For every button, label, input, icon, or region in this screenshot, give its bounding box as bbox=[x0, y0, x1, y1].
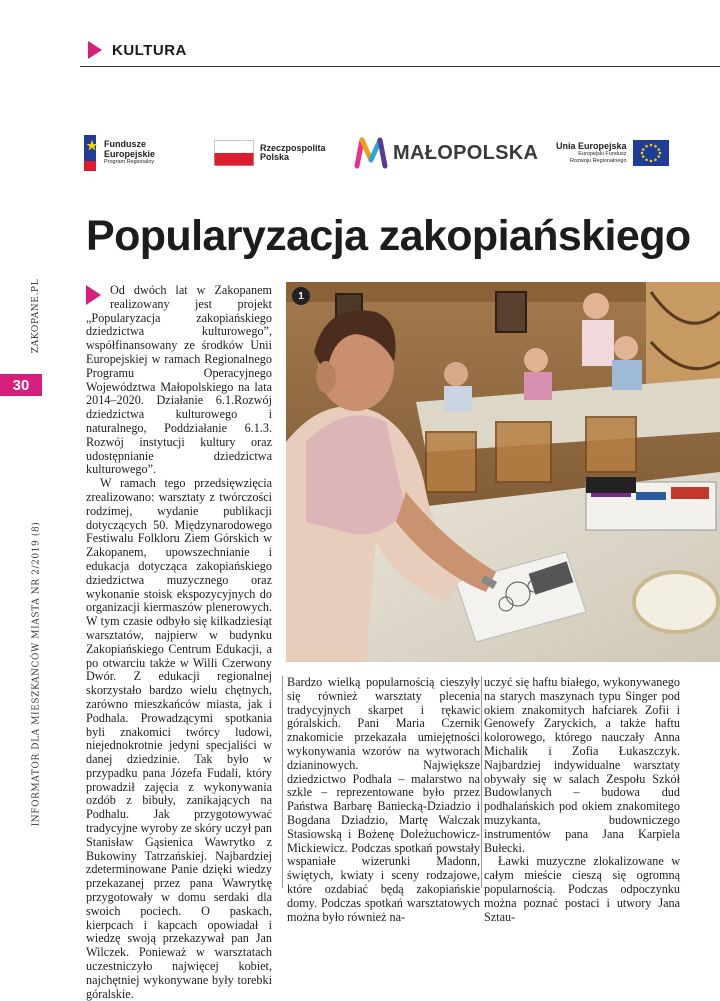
rzeczpospolita-line2: Polska bbox=[260, 152, 290, 162]
section-arrow-icon bbox=[88, 41, 102, 59]
photo-number-badge: 1 bbox=[292, 287, 310, 305]
workshop-photo bbox=[286, 282, 720, 662]
article-column-2 bbox=[287, 676, 480, 924]
page-number: 30 bbox=[0, 374, 42, 396]
rzeczpospolita-logo bbox=[214, 128, 326, 178]
fundusze-star-icon bbox=[84, 135, 100, 171]
column-rule-1 bbox=[282, 676, 283, 888]
fundusze-sub: Program Regionalny bbox=[104, 159, 155, 166]
fundusze-line2: Europejskie bbox=[104, 148, 156, 159]
malopolska-m-icon bbox=[354, 136, 388, 170]
funding-logos bbox=[84, 128, 674, 178]
malopolska-logo bbox=[354, 128, 538, 178]
website-label-wrap bbox=[26, 278, 46, 354]
rzeczpospolita-line1: Rzeczpospolita bbox=[260, 142, 326, 153]
col3-paragraph-1: uczyć się haftu białego, wykonywanego na starych maszynach typu Singer pod okiem znakomitych hafciarek Zofii i Genowefy Zaryckich, a także haftu kolorowego, którego nauczały Anna Michalik i Zofia Łukaszczyk. Najbardziej indywidualne warsztaty obywały się w salach Zespołu Szkół Budowlanych – budowa dud podhalańskich pod okiem znakomitego muzykanta, budowniczego instrumentów pana Jana Karpiela Bułecki. bbox=[484, 675, 680, 855]
unia-line1: Unia Europejska bbox=[556, 140, 627, 151]
polish-flag-icon bbox=[214, 140, 254, 166]
article-title: Popularyzacja zakopiańskiego bbox=[86, 212, 691, 260]
publication-label: INFORMATOR DLA MIESZKAŃCÓW MIASTA NR 2/2019 (8) bbox=[31, 521, 42, 827]
article-column-3 bbox=[484, 676, 680, 924]
header-rule bbox=[80, 66, 720, 67]
eu-flag-icon bbox=[633, 140, 669, 166]
unia-europejska-logo bbox=[556, 128, 669, 178]
publication-label-wrap bbox=[26, 521, 46, 827]
article-column-1 bbox=[86, 284, 272, 1001]
col3-paragraph-2: Ławki muzyczne zlokalizowane w całym mieście cieszą się ogromną popularnością. Podczas odpoczynku można poznać postaci i utwory Jana Sztau- bbox=[484, 854, 680, 924]
column-rule-2 bbox=[481, 676, 482, 888]
section-header bbox=[88, 38, 187, 62]
col1-paragraph-1: Od dwóch lat w Zakopanem realizowany jest projekt „Popularyzacja zakopiańskiego dziedzictwa kulturowego”, współfinansowany ze środków Unii Europejskiej w ramach Regionalnego Programu Operacyjnego Województwa Małopolskiego na lata 2014–2020. Działanie 6.1.Rozwój dziedzictwa kulturowego i naturalnego, Poddziałanie 6.1.3. Rozwój instytucji kultury oraz udostępnianie dziedzictwa kulturowego”. bbox=[86, 283, 272, 477]
col1-paragraph-2: W ramach tego przedsięwzięcia zrealizowano: warsztaty z twórczości rodzimej, wydanie publikacji dotyczących 50. Międzynarodowego Festiwalu Folkloru Ziem Górskich w Zakopanem, upowszechnianie i edukacja dotycząca zakopiańskiego dziedzictwa muzycznego oraz wykonanie stoisk ekspozycyjnych do organizacji kiermaszów plenerowych. W tym czasie odbyło się kilkadziesiąt warsztatów, najpierw w budynku Zakopiańskiego Centrum Edukacji, a po otwarciu także w Willi Czerwony Dwór. Z edukacji regionalnej skorzystało bardzo wielu chętnych, zarówno mieszkańców miasta, jak i Podhala. Prowadzącymi spotkania byli znakomici twórcy ludowi, niejednokrotnie jedyni specjaliści w danej dziedzinie. Tak było w przypadku pana Józefa Fudali, który prowadził zajęcia z wykonywania ozdób z bibuły, zanikających na Podhalu. Jak przygotowywać tradycyjne wyroby ze skóry uczył pan Stanisław Gąsienica Wawrytko z Bukowiny Tatrzańskiej. Najbardziej zdeterminowane Panie dzięki wiedzy przekazanej przez pana Wawrytkę przygotowały w domu serdaki dla swoich pociech. O paskach, kierpcach i kapcach opowiadał i wiedzę swoją przekazywał pan Jan Wilczek. Ponieważ w warsztatach uczestniczyło najwięcej kobiet, najchętniej wykonywane były torebki góralskie. bbox=[86, 476, 272, 1001]
unia-line3: Rozwoju Regionalnego bbox=[569, 157, 627, 164]
unia-line2: Europejski Fundusz bbox=[578, 150, 627, 157]
fundusze-line1: Fundusze bbox=[104, 139, 146, 150]
website-label: ZAKOPANE.PL bbox=[31, 278, 41, 354]
lead-arrow-icon bbox=[86, 285, 101, 305]
col2-paragraph-1: Bardzo wielką popularnością cieszyły się również warsztaty plecenia tradycyjnych skarpet i rękawic góralskich. Pani Maria Czernik znakomicie przekazała umiejętności wykonywania wzorów na wytworach dzianinowych. Największe dziedzictwo Podhala – malarstwo na szkle – reprezentowane było przez Państwa Barbarę Baniecką-Dziadzio i Bogdana Dziadzio, Martę Walczak Stasiowską i Bożenę Doleżuchowicz-Mickiewicz. Podczas spotkań powstały wspaniałe wizerunki Madonn, świętych, kwiaty i sceny rodzajowe, które ozdabiać będą zakopiańskie domy. Podczas spotkań warsztatowych można było również na- bbox=[287, 675, 480, 924]
fundusze-europejskie-logo bbox=[84, 128, 155, 178]
workshop-photo-illustration bbox=[286, 282, 720, 662]
malopolska-text: MAŁOPOLSKA bbox=[393, 141, 539, 164]
section-title: KULTURA bbox=[112, 41, 187, 59]
